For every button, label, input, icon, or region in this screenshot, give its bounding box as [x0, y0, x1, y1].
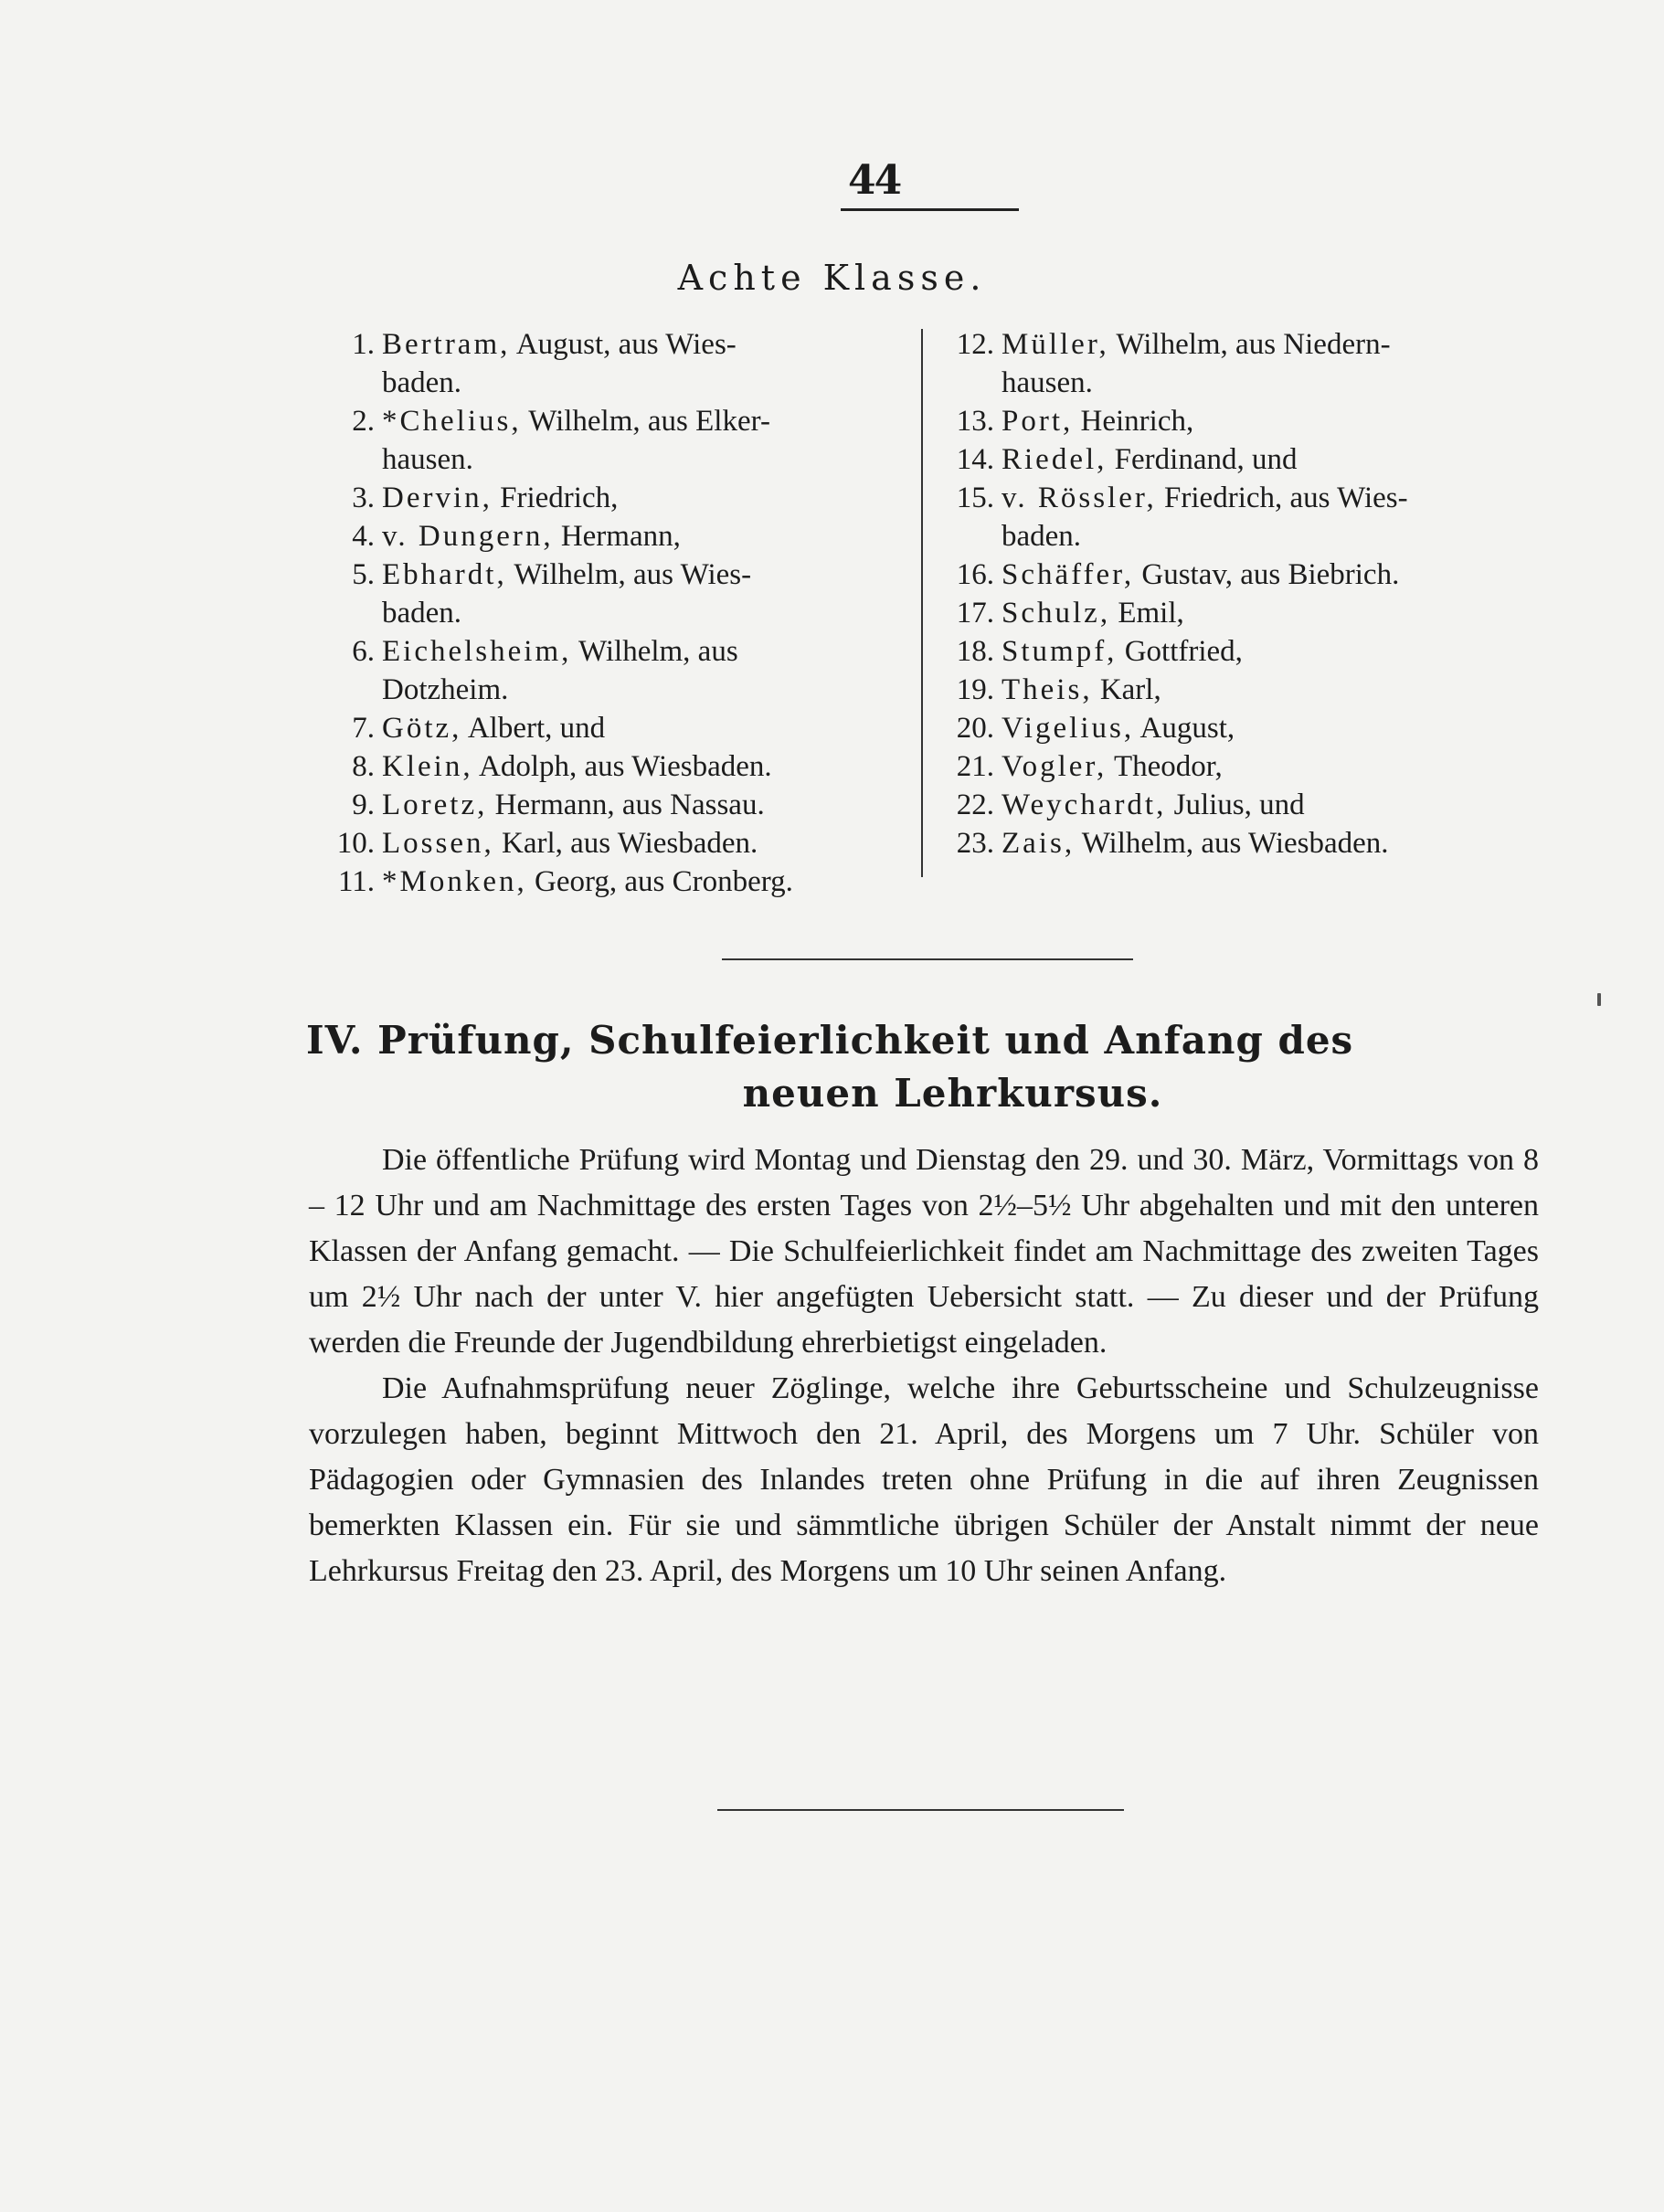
student-entry [932, 632, 1542, 671]
student-details: Friedrich, [500, 482, 619, 514]
student-number: 5. [352, 558, 375, 591]
student-entry [313, 863, 914, 901]
student-surname: Schäffer, [1002, 558, 1135, 591]
student-surname: Schulz, [1002, 597, 1111, 630]
student-number: 4. [352, 520, 375, 553]
student-surname: Zais, [1002, 827, 1076, 860]
student-surname: *Monken, [382, 865, 527, 898]
student-details-continued: baden. [1002, 520, 1082, 553]
student-details: Wilhelm, aus Niedern- [1116, 328, 1391, 361]
student-details: Karl, aus Wiesbaden. [502, 827, 758, 860]
student-surname: Müller, [1002, 328, 1109, 361]
student-entry [932, 709, 1542, 747]
student-entry [313, 556, 914, 632]
student-entry [313, 709, 914, 747]
student-number: 21. [956, 750, 994, 783]
student-details: Theodor, [1113, 750, 1223, 783]
student-details: Hermann, [560, 520, 681, 553]
section-title-line-2: neuen Lehrkursus. [742, 1071, 1163, 1116]
student-details: Heinrich, [1080, 405, 1194, 438]
student-number: 17. [956, 597, 994, 630]
student-number: 2. [352, 405, 375, 438]
student-number: 22. [956, 788, 994, 821]
student-details: Albert, und [467, 712, 606, 745]
student-number: 15. [956, 482, 994, 514]
student-details: Julius, und [1173, 788, 1305, 821]
student-details-continued: baden. [382, 597, 462, 630]
student-entry [313, 632, 914, 709]
student-entry [313, 824, 914, 863]
student-entry [932, 325, 1542, 402]
student-details-continued: baden. [382, 366, 462, 399]
student-number: 14. [956, 443, 994, 476]
bottom-separator-rule [717, 1809, 1124, 1811]
student-entry [932, 440, 1542, 479]
student-details: Wilhelm, aus [578, 635, 738, 668]
student-details: Emil, [1118, 597, 1184, 630]
student-surname: Port, [1002, 405, 1074, 438]
student-details: Georg, aus Cronberg. [535, 865, 793, 898]
student-details: Ferdinand, und [1114, 443, 1298, 476]
student-details-continued: hausen. [382, 443, 473, 476]
ink-speck [1597, 993, 1601, 1006]
student-details-continued: hausen. [1002, 366, 1093, 399]
student-details-continued: Dotzheim. [382, 673, 509, 706]
left-student-column [313, 325, 914, 901]
student-number: 20. [956, 712, 994, 745]
student-details: Wilhelm, aus Wies- [514, 558, 752, 591]
student-details: Adolph, aus Wiesbaden. [479, 750, 772, 783]
student-entry [932, 556, 1542, 594]
paragraph-admission [309, 1366, 1539, 1594]
student-details: Karl, [1099, 673, 1161, 706]
student-details: Friedrich, aus Wies- [1164, 482, 1408, 514]
student-surname: Lossen, [382, 827, 494, 860]
student-entry [932, 786, 1542, 824]
student-number: 16. [956, 558, 994, 591]
student-number: 1. [352, 328, 375, 361]
student-surname: Bertram, [382, 328, 511, 361]
student-number: 13. [956, 405, 994, 438]
student-number: 6. [352, 635, 375, 668]
student-entry [932, 479, 1542, 556]
student-details: August, [1139, 712, 1235, 745]
student-surname: v. Dungern, [382, 520, 554, 553]
student-entry [932, 594, 1542, 632]
section-title-line-1: IV. Prüfung, Schulfeierlichkeit und Anfang des [306, 1018, 1354, 1063]
student-surname: v. Rössler, [1002, 482, 1157, 514]
student-entry [313, 325, 914, 402]
student-surname: Ebhardt, [382, 558, 507, 591]
student-number: 8. [352, 750, 375, 783]
column-divider [921, 329, 923, 877]
student-surname: Vigelius, [1002, 712, 1135, 745]
student-details: Wilhelm, aus Elker- [528, 405, 770, 438]
student-entry [932, 747, 1542, 786]
student-surname: Götz, [382, 712, 462, 745]
student-surname: Weychardt, [1002, 788, 1167, 821]
student-details: Wilhelm, aus Wiesbaden. [1081, 827, 1389, 860]
student-entry [313, 517, 914, 556]
student-surname: Vogler, [1002, 750, 1108, 783]
student-number: 18. [956, 635, 994, 668]
page-number: 44 [848, 157, 901, 204]
right-student-column [932, 325, 1542, 863]
student-number: 7. [352, 712, 375, 745]
student-surname: Klein, [382, 750, 473, 783]
student-details: Gottfried, [1124, 635, 1243, 668]
body-text [309, 1138, 1539, 1594]
student-surname: Dervin, [382, 482, 493, 514]
student-entry [313, 402, 914, 479]
section-title [306, 1014, 1544, 1120]
paragraph-exam-text: Die öffentliche Prüfung wird Montag und Dienstag den 29. und 30. März, Vormittags von 8 – 12 Uhr und am Nachmittage des ersten Tages von 2½–5½ Uhr abgehalten und mit den unteren Klassen der Anfang gemacht. — Die Schulfeierlichkeit findet am Nachmittage des zweiten Tages um 2½ Uhr nach der unter V. hier angefügten Uebersicht statt. — Zu dieser und der Prüfung werden die Freunde der Jugendbildung ehrerbietigst eingeladen. [309, 1143, 1539, 1360]
student-number: 10. [336, 827, 375, 860]
class-heading: Achte Klasse. [677, 258, 987, 298]
student-surname: Loretz, [382, 788, 488, 821]
student-entry [313, 747, 914, 786]
paragraph-admission-text: Die Aufnahmsprüfung neuer Zöglinge, welche ihre Geburtsscheine und Schulzeugnisse vorzulegen haben, beginnt Mittwoch den 21. April, des Morgens um 7 Uhr. Schüler von Pädagogien oder Gymnasien des Inlandes treten ohne Prüfung in die auf ihren Zeugnissen bemerkten Klassen ein. Für sie und sämmtliche übrigen Schüler der Anstalt nimmt der neue Lehrkursus Freitag den 23. April, des Morgens um 10 Uhr seinen Anfang. [309, 1371, 1539, 1588]
student-number: 12. [956, 328, 994, 361]
student-number: 23. [956, 827, 994, 860]
student-number: 19. [956, 673, 994, 706]
student-surname: Stumpf, [1002, 635, 1118, 668]
student-surname: *Chelius, [382, 405, 522, 438]
student-entry [932, 671, 1542, 709]
student-surname: Riedel, [1002, 443, 1108, 476]
student-details: Hermann, aus Nassau. [494, 788, 765, 821]
student-number: 3. [352, 482, 375, 514]
paragraph-exam [309, 1138, 1539, 1366]
page-number-rule [841, 208, 1019, 211]
student-surname: Theis, [1002, 673, 1093, 706]
student-number: 9. [352, 788, 375, 821]
section-separator-rule [722, 958, 1133, 960]
student-entry [313, 786, 914, 824]
student-number: 11. [337, 865, 375, 898]
student-surname: Eichelsheim, [382, 635, 572, 668]
student-details: Gustav, aus Biebrich. [1141, 558, 1400, 591]
student-entry [932, 824, 1542, 863]
student-entry [313, 479, 914, 517]
student-entry [932, 402, 1542, 440]
student-details: August, aus Wies- [515, 328, 737, 361]
